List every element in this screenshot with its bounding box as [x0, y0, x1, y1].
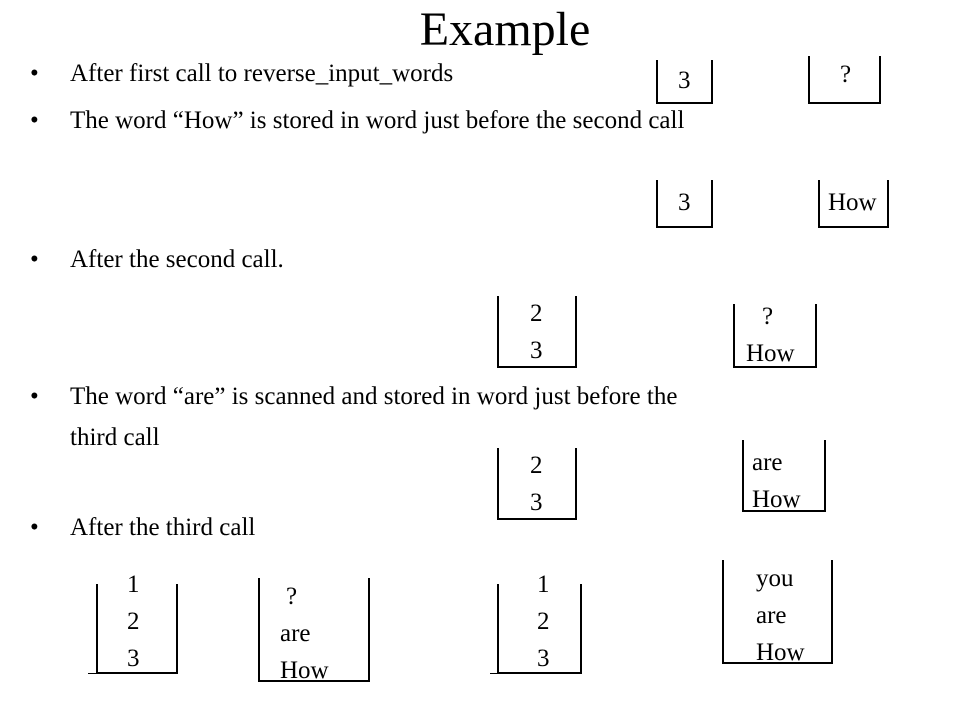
stack-value: 3 — [537, 645, 550, 672]
bullet-text: After the second call. — [70, 246, 284, 273]
stack-num-5-values — [127, 566, 140, 677]
stack-base-tick — [88, 673, 98, 674]
stack-word-6-values — [756, 560, 805, 671]
stack-value: are — [752, 449, 783, 476]
stack-base-tick — [490, 673, 500, 674]
stack-num-1-values — [678, 62, 691, 99]
bullet-text: After the third call — [70, 514, 256, 541]
stack-value: are — [756, 602, 787, 629]
stack-word-3-values — [746, 298, 795, 372]
stack-word-5-values — [280, 578, 329, 689]
stack-value: 2 — [127, 608, 140, 635]
stack-num-6-values — [537, 566, 550, 677]
stack-value: How — [746, 340, 795, 367]
bullet-dot: • — [30, 246, 39, 273]
stack-value: 2 — [537, 608, 550, 635]
stack-value: 3 — [530, 489, 543, 516]
slide-title: Example — [419, 3, 591, 56]
stack-value: How — [756, 639, 805, 666]
stack-value: How — [752, 486, 801, 513]
bullet-text: The word “are” is scanned and stored in word just before the — [70, 383, 678, 410]
bullet-text: After first call to reverse_input_words — [70, 60, 454, 87]
stack-value: ? — [762, 303, 774, 330]
stack-value: How — [280, 657, 329, 684]
stack-value: ? — [840, 61, 852, 88]
bullet-dot: • — [30, 514, 39, 541]
stack-value: 1 — [127, 571, 140, 598]
stack-num-3-values — [530, 295, 543, 369]
stack-word-2-values — [828, 184, 877, 221]
stack-value: 2 — [530, 300, 543, 327]
stack-value: are — [280, 620, 311, 647]
stack-value: 2 — [530, 452, 543, 479]
stack-value: 3 — [678, 189, 691, 216]
stack-num-2-values — [678, 184, 691, 221]
stack-value: 3 — [127, 645, 140, 672]
stack-value: 3 — [530, 337, 543, 364]
stack-num-4-values — [530, 447, 543, 521]
bullet-text: The word “How” is stored in word just before the second call — [70, 107, 685, 134]
stack-word-1-values — [840, 56, 851, 93]
stack-word-4-values — [752, 444, 801, 518]
bullet-dot: • — [30, 383, 39, 410]
bullet-dot: • — [30, 107, 39, 134]
stack-value: 1 — [537, 571, 550, 598]
bullet-text: third call — [70, 424, 160, 451]
stack-value: ? — [286, 583, 298, 610]
stack-value: you — [756, 565, 794, 592]
stack-value: How — [828, 189, 877, 216]
bullet-dot: • — [30, 60, 39, 87]
stack-value: 3 — [678, 67, 691, 94]
